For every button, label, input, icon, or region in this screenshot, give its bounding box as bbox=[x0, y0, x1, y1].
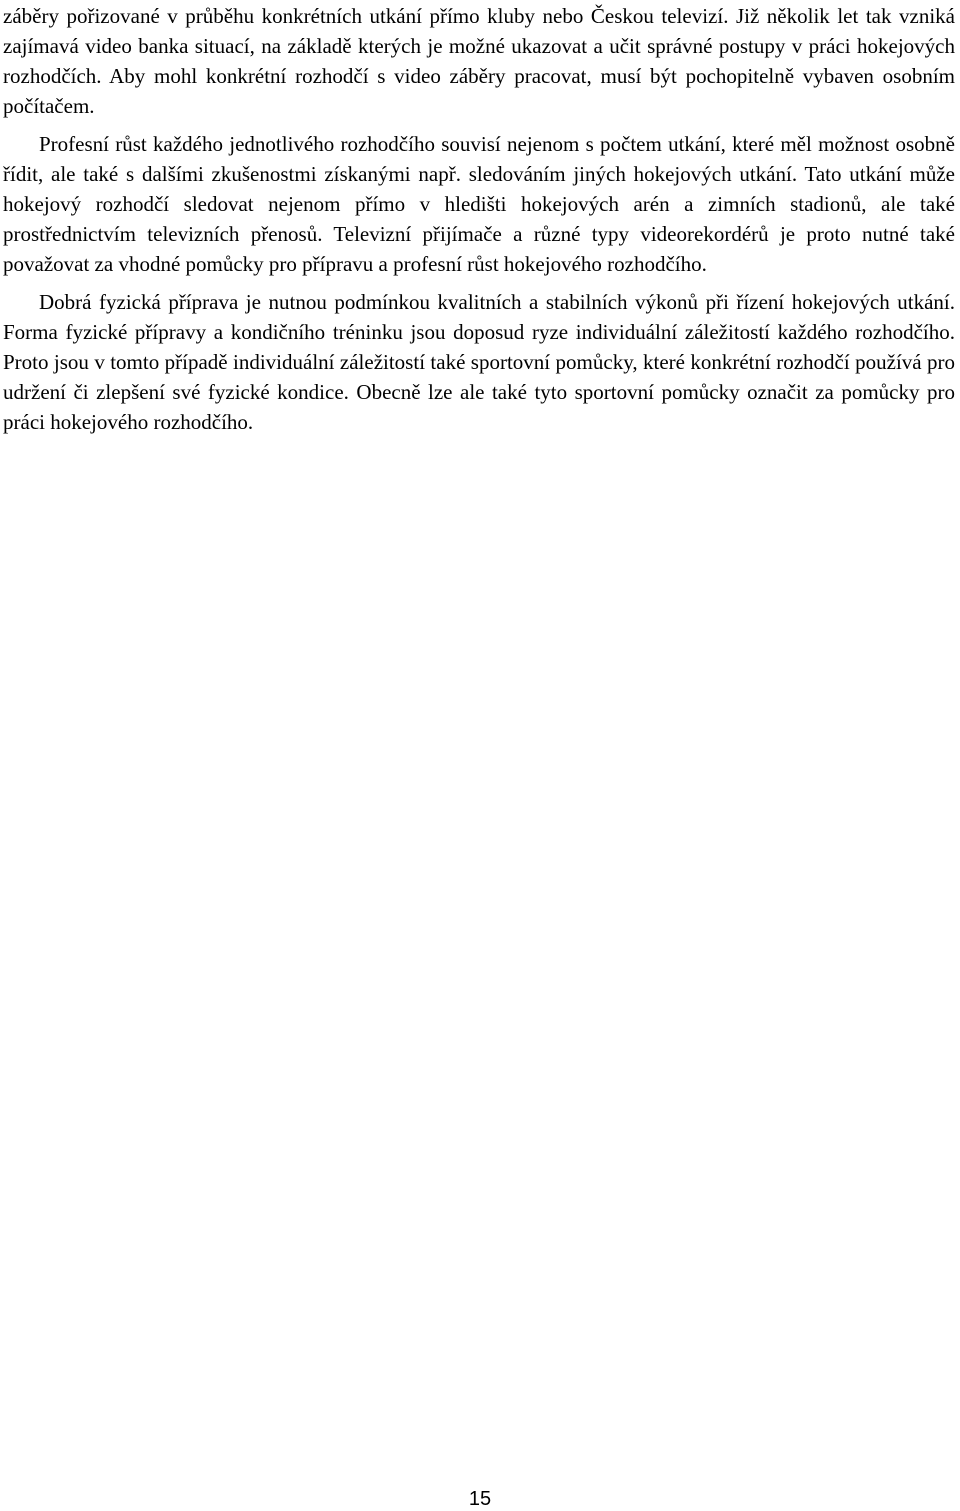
paragraph-video-bank: záběry pořizované v průběhu konkrétních utkání přímo kluby nebo Českou televizí. Již několik let tak vzniká zajímavá video banka situací, na základě kterých je možné ukazovat a učit správné postupy v práci hokejových rozhodčích. Aby mohl konkrétní rozhodčí s video záběry pracovat, musí být pochopitelně vybaven osobním počítačem. bbox=[3, 4, 955, 118]
page-number: 15 bbox=[468, 1488, 492, 1510]
paragraph-professional-growth: Profesní růst každého jednotlivého rozhodčího souvisí nejenom s počtem utkání, které měl možnost osobně řídit, ale také s dalšími zkušenostmi získanými např. sledováním jiných hokejových utkání. Tato utkání může hokejový rozhodčí sledovat nejenom přímo v hledišti hokejových arén a zimních stadionů, ale také prostřednictvím televizních přenosů. Televizní přijímače a různé typy videorekordérů je proto nutné také považovat za vhodné pomůcky pro přípravu a profesní růst hokejového rozhodčího. bbox=[3, 132, 955, 276]
paragraph-physical-preparation: Dobrá fyzická příprava je nutnou podmínkou kvalitních a stabilních výkonů při řízení hokejových utkání. Forma fyzické přípravy a kondičního tréninku jsou doposud ryze individuální záležitostí každého rozhodčího. Proto jsou v tomto případě individuální záležitostí také sportovní pomůcky, které konkrétní rozhodčí používá pro udržení či zlepšení své fyzické kondice. Obecně lze ale také tyto sportovní pomůcky označit za pomůcky pro práci hokejového rozhodčího. bbox=[3, 290, 955, 434]
document-body bbox=[3, 0, 955, 445]
